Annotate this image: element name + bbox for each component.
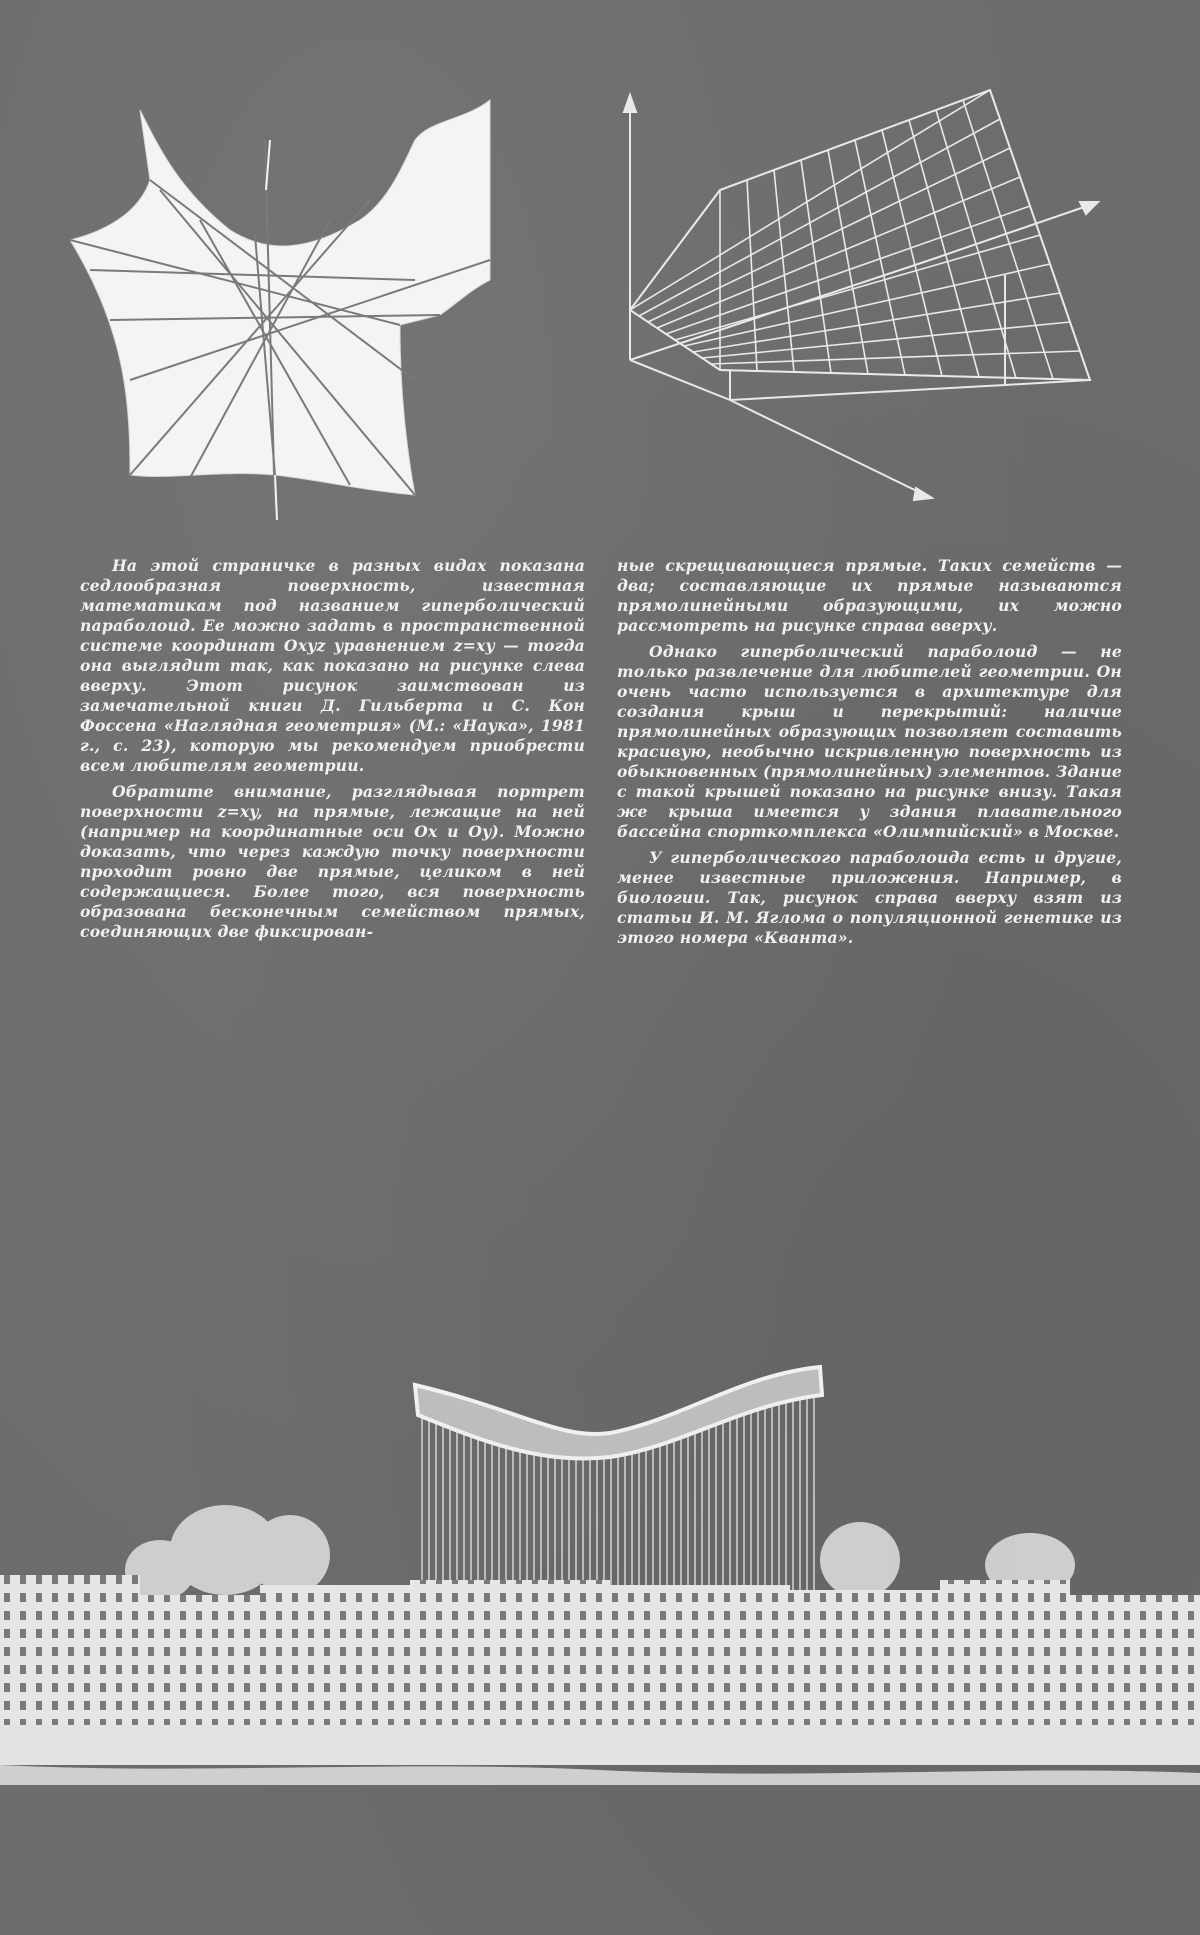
paragraph-2: Обратите внимание, разглядывая портрет поверхности z=xy, на прямые, лежащие на ней (например на координатные оси Ox и Oy). Можно доказать, что через каждую точку поверхности проходит ровно две прямые, целиком в ней содержащиеся. Более того, вся поверхность образована бесконечным семейством прямых, соединяющих две фиксирован-	[80, 782, 585, 941]
base-edge	[730, 385, 1005, 400]
paragraph-3: Однако гиперболический параболоид — не только развлечение для любителей геометрии. Он очень часто используется в архитектуре для создания крыш и перекрытий: наличие прямолинейных образующих позволяет составить красивую, необычно искривленную поверхность из обыкновенных (прямолинейных) элементов. Здание с такой крышей показано на рисунке внизу. Такая же крыша имеется у здания плавательного бассейна спорткомплекса «Олимпийский» в Москве.	[617, 642, 1122, 841]
paragraph-4: У гиперболического параболоида есть и другие, менее известные приложения. Например, в биологии. Так, рисунок справа вверху взят из статьи И. М. Яглома о популяционной генетике из этого номера «Кванта».	[617, 848, 1122, 947]
paragraph-2-continuation: ные скрещивающиеся прямые. Таких семейств — два; составляющие их прямые называются прямолинейными образующими, их можно рассмотреть на рисунке справа вверху.	[617, 556, 1122, 635]
z-axis-line	[730, 400, 925, 495]
saddle-surface-figure	[70, 80, 510, 530]
city-buildings	[0, 1575, 1200, 1725]
article-right-column	[617, 556, 1122, 954]
paraboloid-roof-building-figure	[0, 1355, 1200, 1825]
paragraph-1: На этой страничке в разных видах показана седлообразная поверхность, известная математикам под названием гиперболический параболоид. Ее можно задать в пространственной системе координат Oxyz уравнением z=xy — тогда она выглядит так, как показано на рисунке слева вверху. Этот рисунок заимствован из замечательной книги Д. Гильберта и С. Кон Фоссена «Наглядная геометрия» (М.: «Наука», 1981 г., с. 23), которую мы рекомендуем приобрести всем любителям геометрии.	[80, 556, 585, 775]
paraboloid-grid-figure	[610, 80, 1150, 520]
y-axis-arrow-icon	[624, 95, 636, 112]
z-axis-arrow-icon	[914, 488, 932, 500]
saddle-surface-body	[70, 100, 490, 495]
ground-shadow	[0, 1765, 1200, 1785]
ground-strip	[0, 1725, 1200, 1765]
article-left-column	[80, 556, 585, 948]
z-axis-lower	[275, 475, 277, 520]
x-axis-arrow-icon	[1080, 202, 1098, 214]
base-edge-right	[1005, 380, 1090, 385]
